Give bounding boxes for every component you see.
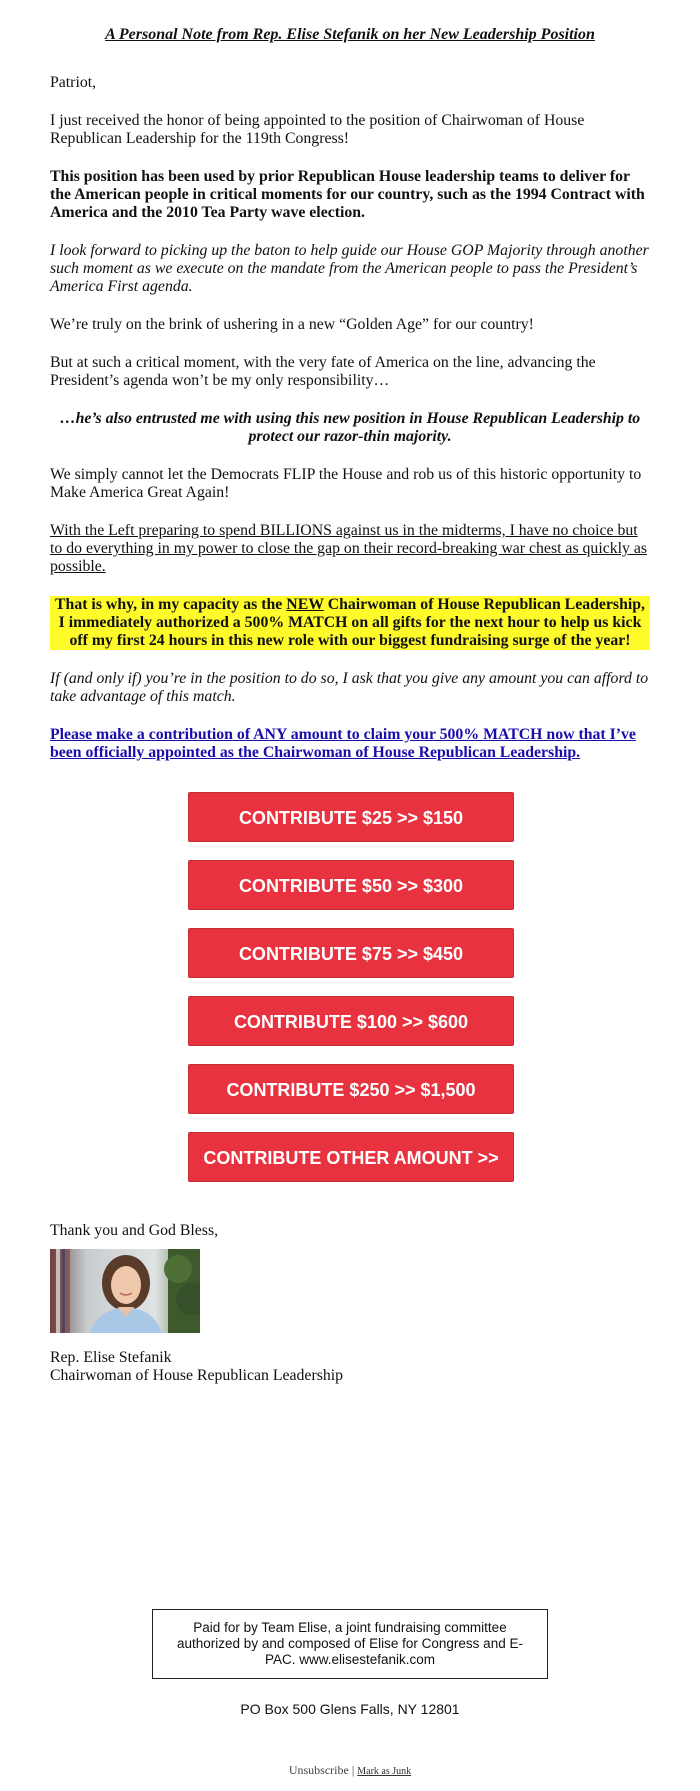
paragraph-6: …he’s also entrusted me with using this new position in House Republican Leadership to protect our razor-thin majority. (59, 410, 641, 445)
paragraph-8: With the Left preparing to spend BILLIONS against us in the midterms, I have no choice but to do everything in my power to close the gap on their record-breaking war chest as quickly as possible. (50, 522, 648, 575)
paragraph-1: I just received the honor of being appointed to the position of Chairwoman of House Republican Leadership for the 119th Congress! (50, 112, 585, 147)
contribution-link[interactable]: Please make a contribution of ANY amount to claim your 500% MATCH now that I’ve been officially appointed as the Chairwoman of House Republican Leadership. (50, 726, 636, 761)
greeting: Patriot, (50, 74, 97, 91)
paragraph-4: We’re truly on the brink of ushering in a new “Golden Age” for our country! (50, 316, 534, 333)
contribute-75-button[interactable]: CONTRIBUTE $75 >> $450 (188, 928, 514, 978)
paragraph-2: This position has been used by prior Republican House leadership teams to deliver for the American people in critical moments for our country, such as the 1994 Contract with America and the 2010 Tea Party wave election. (50, 168, 645, 221)
contribute-250-button[interactable]: CONTRIBUTE $250 >> $1,500 (188, 1064, 514, 1114)
signature-block (50, 1349, 650, 1385)
contribute-other-button[interactable]: CONTRIBUTE OTHER AMOUNT >> (188, 1132, 514, 1182)
email-body (50, 74, 650, 782)
signature-photo (50, 1249, 200, 1333)
paragraph-5: But at such a critical moment, with the very fate of America on the line, advancing the President’s agenda won’t be my only responsibility… (50, 354, 596, 389)
match-text-before: That is why, in my capacity as the (55, 596, 287, 613)
contribution-link-paragraph (50, 726, 650, 762)
unsubscribe-bar (0, 1763, 700, 1778)
mailing-address: PO Box 500 Glens Falls, NY 12801 (240, 1701, 460, 1717)
signoff: Thank you and God Bless, (50, 1222, 219, 1239)
email-header-title: A Personal Note from Rep. Elise Stefanik on her New Leadership Position (105, 26, 595, 43)
paid-for-disclaimer: Paid for by Team Elise, a joint fundraising committee authorized by and composed of Elise for Congress and E-PAC. www.elisestefanik.com (152, 1609, 548, 1679)
match-text-after: Chairwoman of House Republican Leadership, I immediately authorized a 500% MATCH on all gifts for the next hour to help us kick off my first 24 hours in this new role with our biggest fundraising surge of the year! (58, 596, 645, 649)
contribute-buttons (188, 792, 514, 1200)
paragraph-7: We simply cannot let the Democrats FLIP the House and rob us of this historic opportunity to Make America Great Again! (50, 466, 642, 501)
paragraph-3: I look forward to picking up the baton to help guide our House GOP Majority through another such moment as we execute on the mandate from the American people to pass the President’s America First agenda. (50, 242, 649, 295)
mark-as-junk-link[interactable]: Mark as Junk (357, 1766, 412, 1777)
paragraph-10: If (and only if) you’re in the position to do so, I ask that you give any amount you can afford to take advantage of this match. (50, 670, 649, 705)
contribute-100-button[interactable]: CONTRIBUTE $100 >> $600 (188, 996, 514, 1046)
match-text-new: NEW (286, 596, 324, 613)
unsubscribe-link[interactable]: Unsubscribe (288, 1763, 349, 1777)
contribute-50-button[interactable]: CONTRIBUTE $50 >> $300 (188, 860, 514, 910)
signature-title: Chairwoman of House Republican Leadership (50, 1367, 344, 1384)
link-separator: | (351, 1763, 355, 1777)
contribute-25-button[interactable]: CONTRIBUTE $25 >> $150 (188, 792, 514, 842)
signature-name: Rep. Elise Stefanik (50, 1349, 172, 1366)
highlighted-match-paragraph (50, 596, 650, 650)
